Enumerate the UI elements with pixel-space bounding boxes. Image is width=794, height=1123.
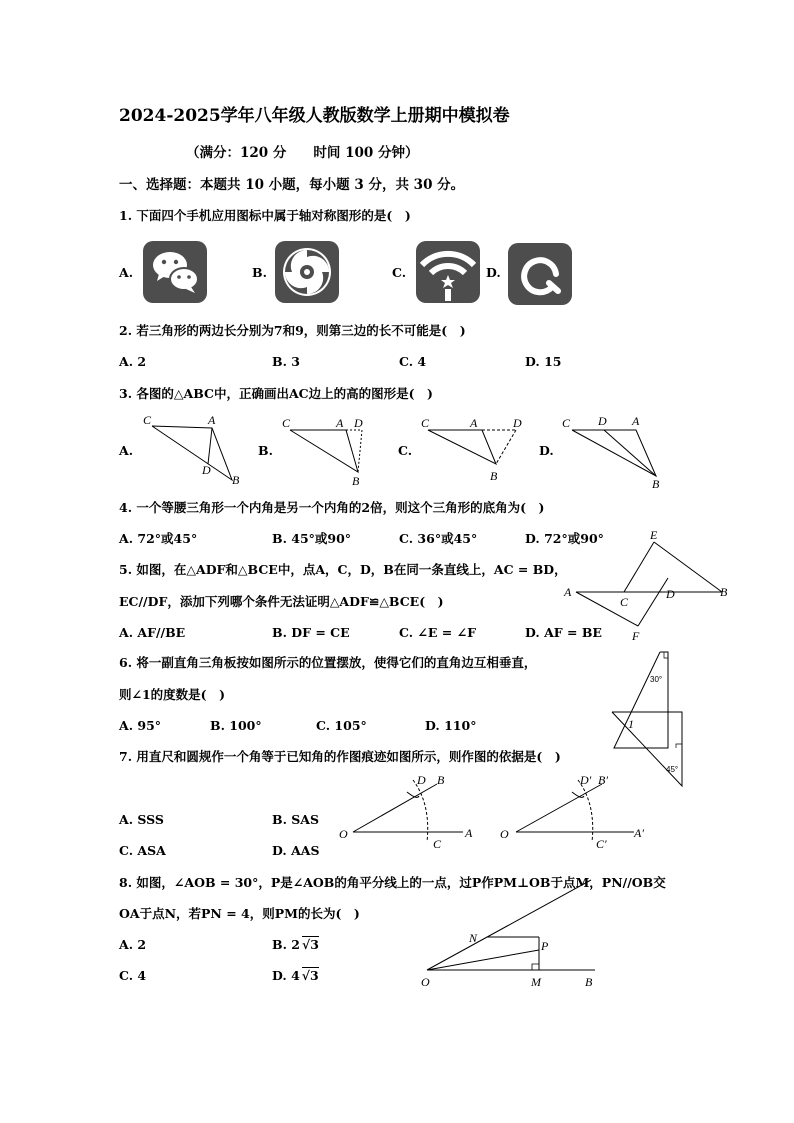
q4-opt-b[interactable]: B. 45°或90° [272,531,352,546]
svg-text:30°: 30° [650,675,663,684]
search-q-icon [508,243,572,305]
q5-figure [562,528,742,643]
svg-text:M: M [531,975,541,989]
q4-opt-a[interactable]: A. 72°或45° [119,531,198,546]
q1-opt-c[interactable]: C. [392,265,407,280]
swirl-logo-icon [275,241,339,303]
q8-stem-2: OA于点N，若PN = 4，则PM的长为( ) [119,906,360,921]
q3-figure-c [418,410,548,485]
q3-figure-b [278,410,378,488]
svg-text:N: N [469,931,478,945]
q3-stem: 3. 各图的△ABC中，正确画出AC边上的高的图形是( ) [119,386,433,401]
svg-text:D′: D′ [580,773,592,787]
svg-text:A: A [564,585,572,599]
svg-text:B: B [720,585,728,599]
q4-opt-d[interactable]: D. 72°或90° [525,531,604,546]
svg-text:C: C [620,595,629,609]
q4-stem: 4. 一个等腰三角形一个内角是另一个内角的2倍，则这个三角形的底角为( ) [119,500,545,515]
q6-opt-b[interactable]: B. 100° [210,718,262,733]
q7-opt-a[interactable]: A. SSS [119,812,164,827]
q7-stem: 7. 用直尺和圆规作一个角等于已知角的作图痕迹如图所示，则作图的依据是( ) [119,749,561,764]
svg-text:C′: C′ [596,837,607,851]
exam-title: 2024-2025学年八年级人教版数学上册期中模拟卷 [119,106,510,126]
q8-opt-a[interactable]: A. 2 [119,937,147,952]
q3-opt-c[interactable]: C. [398,443,413,458]
svg-text:O: O [421,975,430,989]
q5-opt-d[interactable]: D. AF = BE [525,625,602,640]
q3-opt-d[interactable]: D. [539,443,554,458]
svg-text:B: B [437,773,445,787]
q2-opt-b[interactable]: B. 3 [272,354,300,369]
svg-text:A′: A′ [634,826,644,840]
label-a: A [208,413,216,427]
svg-text:D: D [417,773,426,787]
svg-text:C: C [562,416,571,430]
q8-stem-1: 8. 如图，∠AOB = 30°，P是∠AOB的角平分线上的一点，过P作PM⊥OB于点M，PN//OB交 [119,875,666,890]
q6-figure [608,648,688,788]
q5-opt-a[interactable]: A. AF//BE [119,625,186,640]
svg-text:O: O [500,827,509,841]
q8-opt-d[interactable]: D. 4 √3 [272,968,319,983]
q5-stem-1: 5. 如图，在△ADF和△BCE中，点A，C，D，B在同一条直线上，AC = BD， [119,562,567,577]
sqrt-radicand: √3 [301,968,319,983]
q1-stem: 1. 下面四个手机应用图标中属于轴对称图形的是( ) [119,208,411,223]
q2-opt-c[interactable]: C. 4 [399,354,427,369]
svg-text:F: F [632,629,640,643]
svg-text:P: P [541,939,549,953]
q8-opt-c[interactable]: C. 4 [119,968,147,983]
svg-text:B: B [585,975,593,989]
svg-text:A: A [465,826,473,840]
q6-opt-a[interactable]: A. 95° [119,718,162,733]
q2-stem: 2. 若三角形的两边长分别为7和9，则第三边的长不可能是( ) [119,323,466,338]
svg-text:B: B [352,474,360,488]
q7-figure-original [335,770,480,855]
q3-figure-d [560,410,670,490]
q8-opt-b[interactable]: B. 2 √3 [272,937,319,952]
q6-stem-1: 6. 将一副直角三角板按如图所示的位置摆放，使得它们的直角边互相垂直， [119,655,537,670]
q2-opt-a[interactable]: A. 2 [119,354,147,369]
q5-opt-b[interactable]: B. DF = CE [272,625,350,640]
q8-figure [415,870,600,990]
svg-text:C: C [282,416,291,430]
svg-text:45°: 45° [666,765,679,774]
q7-opt-d[interactable]: D. AAS [272,843,320,858]
svg-text:D: D [666,587,675,601]
svg-text:A: A [470,416,478,430]
svg-text:D: D [354,416,363,430]
svg-text:C: C [421,416,430,430]
q3-opt-b[interactable]: B. [258,443,273,458]
q6-stem-2: 则∠1的度数是( ) [119,687,226,702]
section-heading: 一、选择题：本题共 10 小题，每小题 3 分，共 30 分。 [119,177,465,193]
wifi-star-icon [416,241,480,303]
q7-opt-c[interactable]: C. ASA [119,843,166,858]
q7-figure-copy [498,770,658,855]
svg-text:O: O [339,827,348,841]
q2-opt-d[interactable]: D. 15 [525,354,562,369]
q7-opt-b[interactable]: B. SAS [272,812,320,827]
sqrt-radicand: √3 [301,937,319,952]
label-c: C [143,413,152,427]
svg-text:B′: B′ [598,773,608,787]
wechat-icon [143,241,207,303]
svg-text:A: A [632,414,640,428]
svg-text:E: E [650,528,658,542]
q5-stem-2: EC//DF，添加下列哪个条件无法证明△ADF≌△BCE( ) [119,594,444,609]
q3-opt-a[interactable]: A. [119,443,134,458]
exam-subtitle: （满分：120 分 时间 100 分钟） [186,145,419,161]
q6-opt-c[interactable]: C. 105° [316,718,367,733]
svg-text:D: D [513,416,522,430]
q3-figure-a [140,410,240,485]
svg-text:B: B [652,477,660,491]
svg-text:1: 1 [628,717,634,731]
q6-opt-d[interactable]: D. 110° [425,718,477,733]
svg-text:A: A [336,416,344,430]
svg-text:D: D [598,414,607,428]
q1-opt-a[interactable]: A. [119,265,134,280]
svg-text:C: C [433,837,442,851]
q1-opt-b[interactable]: B. [252,265,267,280]
q5-opt-c[interactable]: C. ∠E = ∠F [399,625,476,640]
svg-text:B: B [490,469,498,483]
q1-opt-d[interactable]: D. [486,265,501,280]
label-b: B [232,473,240,487]
q4-opt-c[interactable]: C. 36°或45° [399,531,478,546]
label-d: D [202,463,211,477]
